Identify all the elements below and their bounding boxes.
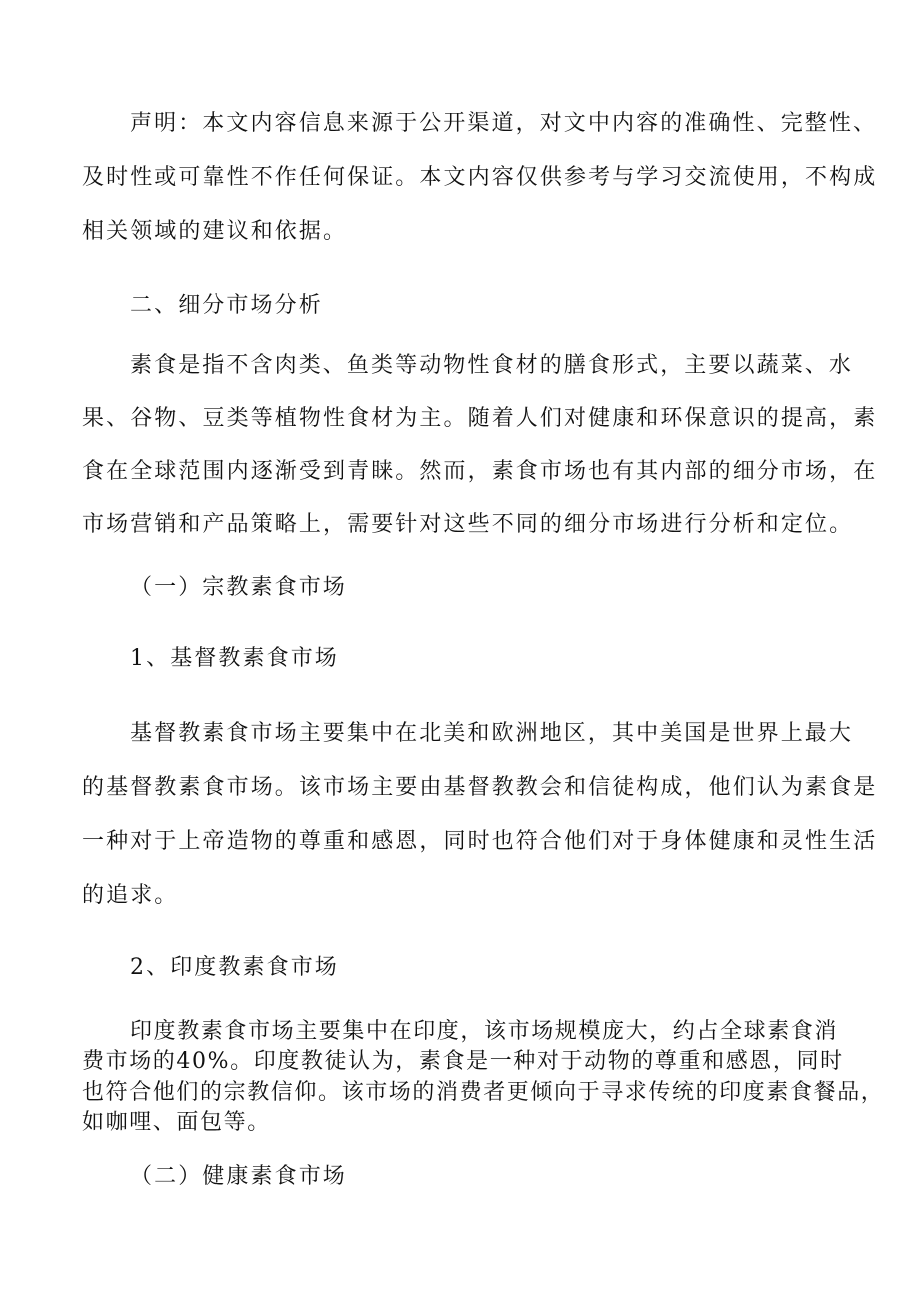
item2-line-3: 也符合他们的宗教信仰。该市场的消费者更倾向于寻求传统的印度素食餐品，	[82, 1080, 885, 1105]
intro-line-1: 素食是指不含肉类、鱼类等动物性食材的膳食形式，主要以蔬菜、水	[130, 353, 854, 378]
disclaimer-line-1: 声明：本文内容信息来源于公开渠道，对文中内容的准确性、完整性、	[130, 111, 878, 136]
item1-line-1: 基督教素食市场主要集中在北美和欧洲地区，其中美国是世界上最大	[130, 721, 854, 746]
intro-line-4: 市场营销和产品策略上，需要针对这些不同的细分市场进行分析和定位。	[82, 512, 854, 537]
subsection-heading-1: （一）宗教素食市场	[130, 575, 347, 600]
item2-line-2: 费市场的40%。印度教徒认为，素食是一种对于动物的尊重和感恩，同时	[82, 1049, 844, 1074]
section-heading: 二、细分市场分析	[130, 293, 323, 318]
item2-line-1: 印度教素食市场主要集中在印度，该市场规模庞大，约占全球素食消	[130, 1019, 839, 1044]
disclaimer-line-3: 相关领域的建议和依据。	[82, 219, 348, 244]
item1-line-2: 的基督教素食市场。该市场主要由基督教教会和信徒构成，他们认为素食是	[82, 775, 878, 800]
intro-line-2: 果、谷物、豆类等植物性食材为主。随着人们对健康和环保意识的提高，素	[82, 406, 878, 431]
item1-line-3: 一种对于上帝造物的尊重和感恩，同时也符合他们对于身体健康和灵性生活	[82, 829, 878, 854]
item-heading-2: 2、印度教素食市场	[130, 955, 339, 980]
item1-line-4: 的追求。	[82, 883, 179, 908]
disclaimer-line-2: 及时性或可靠性不作任何保证。本文内容仅供参考与学习交流使用，不构成	[82, 165, 878, 190]
item-heading-1: 1、基督教素食市场	[130, 646, 339, 671]
intro-line-3: 食在全球范围内逐渐受到青睐。然而，素食市场也有其内部的细分市场，在	[82, 459, 878, 484]
item2-line-4: 如咖哩、面包等。	[82, 1110, 271, 1135]
subsection-heading-2: （二）健康素食市场	[130, 1164, 347, 1189]
